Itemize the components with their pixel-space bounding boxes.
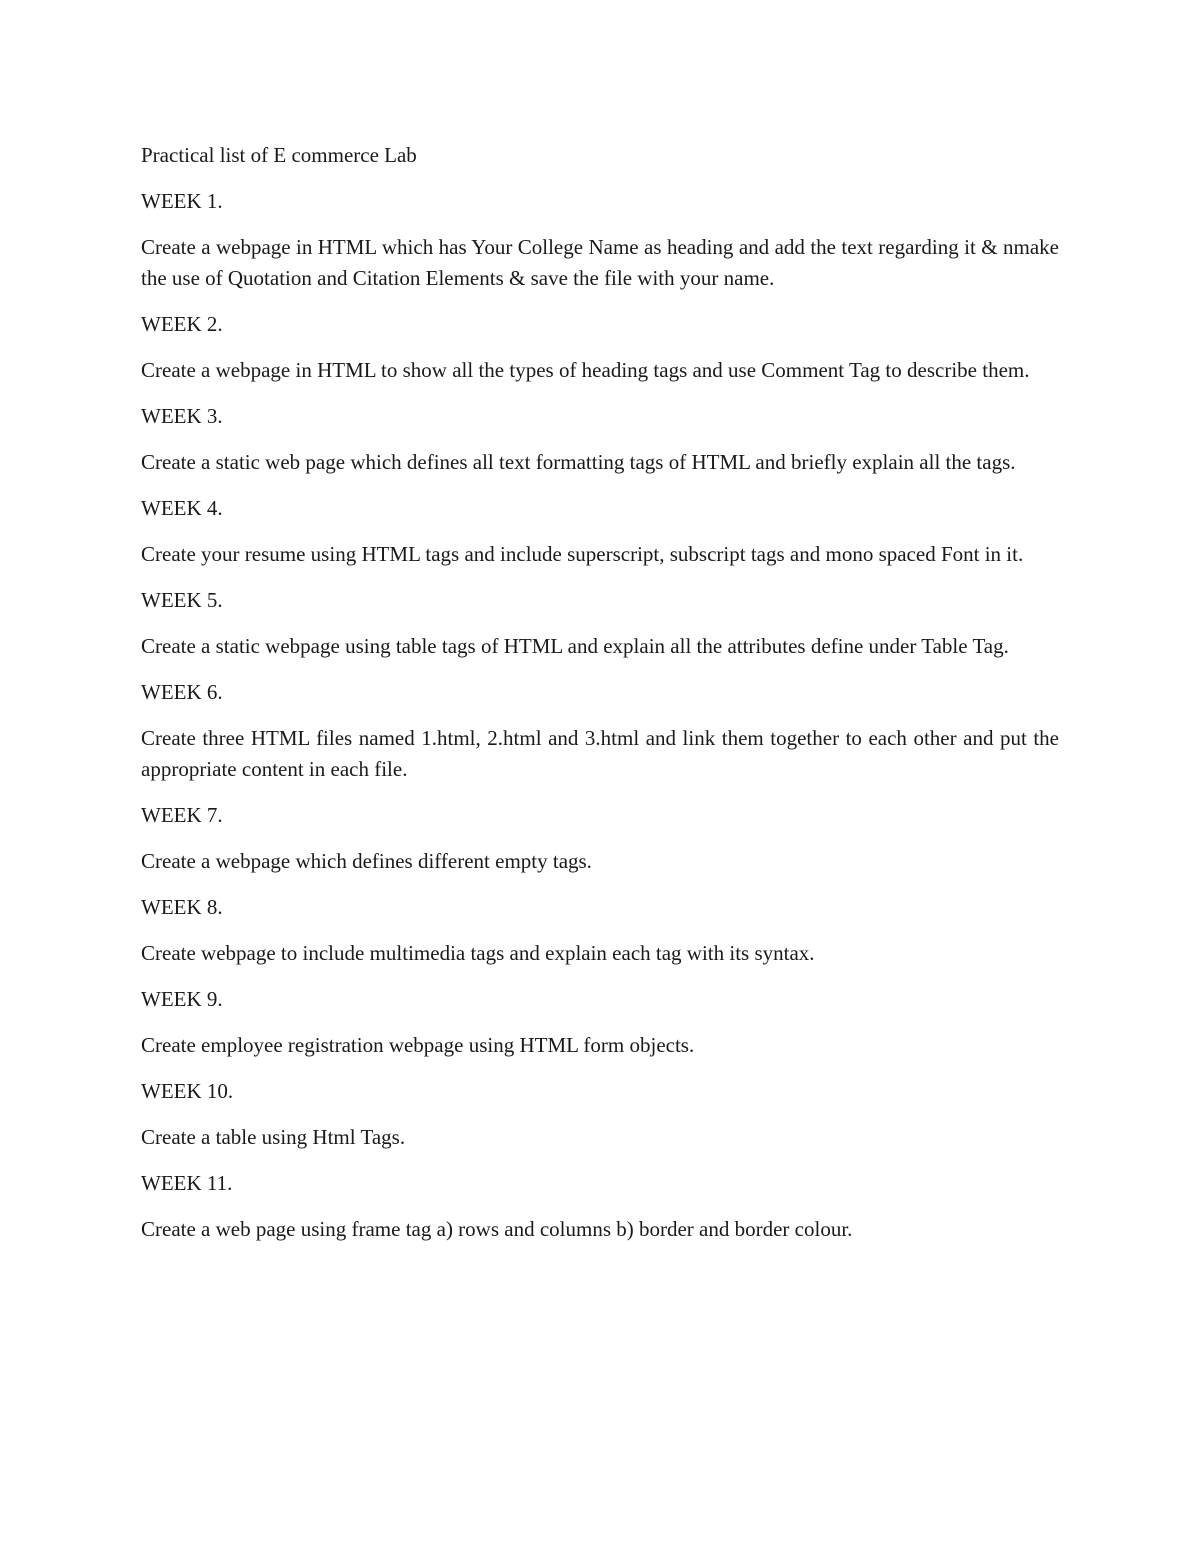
week-item	[141, 493, 1059, 570]
week-item	[141, 1168, 1059, 1245]
week-item	[141, 800, 1059, 877]
week-label: WEEK 10.	[141, 1079, 234, 1103]
week-task: Create a static web page which defines all text formatting tags of HTML and briefly explain all the tags.	[141, 450, 1016, 474]
week-item	[141, 401, 1059, 478]
week-item	[141, 186, 1059, 294]
week-label: WEEK 11.	[141, 1171, 233, 1195]
week-task: Create your resume using HTML tags and include superscript, subscript tags and mono spaced Font in it.	[141, 542, 1024, 566]
week-task: Create a table using Html Tags.	[141, 1125, 406, 1149]
week-label: WEEK 4.	[141, 496, 223, 520]
week-label: WEEK 2.	[141, 312, 223, 336]
week-label: WEEK 3.	[141, 404, 223, 428]
week-item	[141, 984, 1059, 1061]
week-task: Create a webpage which defines different empty tags.	[141, 849, 592, 873]
week-task: Create webpage to include multimedia tags and explain each tag with its syntax.	[141, 941, 815, 965]
week-label: WEEK 5.	[141, 588, 223, 612]
week-task: Create three HTML files named 1.html, 2.html and 3.html and link them together to each other and put the appropriate content in each file.	[141, 726, 1059, 781]
week-label: WEEK 1.	[141, 189, 223, 213]
week-item	[141, 892, 1059, 969]
week-task: Create a webpage in HTML to show all the types of heading tags and use Comment Tag to describe them.	[141, 358, 1030, 382]
week-item	[141, 677, 1059, 785]
week-item	[141, 585, 1059, 662]
document-title: Practical list of E commerce Lab	[141, 143, 417, 167]
week-task: Create employee registration webpage using HTML form objects.	[141, 1033, 695, 1057]
week-label: WEEK 7.	[141, 803, 223, 827]
week-task: Create a static webpage using table tags of HTML and explain all the attributes define under Table Tag.	[141, 634, 1009, 658]
week-task: Create a web page using frame tag a) rows and columns b) border and border colour.	[141, 1217, 853, 1241]
document-body	[141, 140, 1059, 1260]
week-label: WEEK 6.	[141, 680, 223, 704]
week-label: WEEK 8.	[141, 895, 223, 919]
week-item	[141, 309, 1059, 386]
week-item	[141, 1076, 1059, 1153]
week-label: WEEK 9.	[141, 987, 223, 1011]
week-task: Create a webpage in HTML which has Your College Name as heading and add the text regarding it & nmake the use of Quotation and Citation Elements & save the file with your name.	[141, 235, 1059, 290]
